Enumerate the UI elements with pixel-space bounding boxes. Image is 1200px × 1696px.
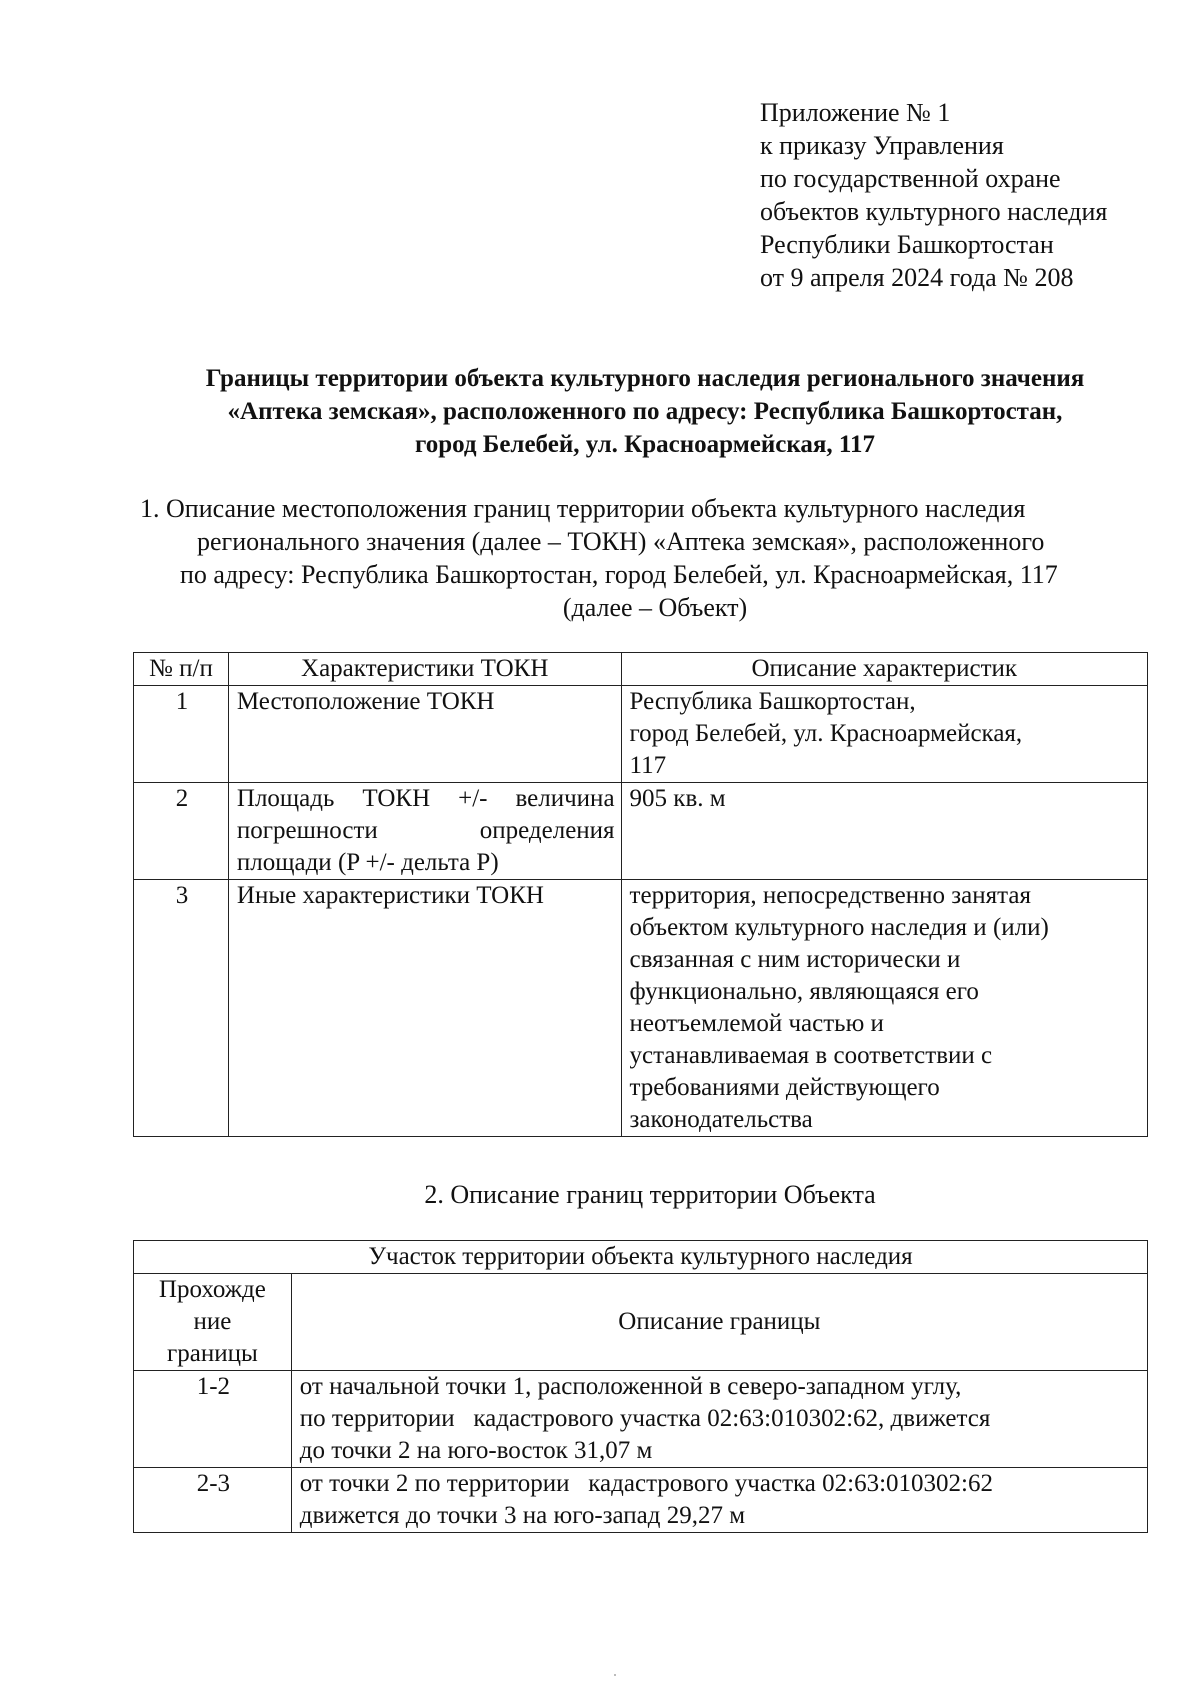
cell-line: город Белебей, ул. Красноармейская, xyxy=(629,720,1023,747)
row-number: 2 xyxy=(134,783,229,880)
section-2-heading: 2. Описание границ территории Объекта xyxy=(424,1180,876,1209)
row-description xyxy=(621,686,1147,783)
row-pass: 1-2 xyxy=(134,1371,292,1468)
section-1-line: 1. Описание местоположения границ территории объекта культурного наследия xyxy=(140,494,1026,523)
header-line: ние xyxy=(193,1308,232,1335)
cell-line: территория, непосредственно занятая xyxy=(629,882,1031,909)
header-line: Прохожде xyxy=(158,1276,266,1303)
appendix-line: к приказу Управления xyxy=(760,131,1004,160)
table-row xyxy=(134,783,1148,880)
cell-line: по территории кадастрового участка 02:63:010302:62, движется xyxy=(299,1405,991,1432)
row-description xyxy=(621,880,1147,1137)
table-caption-row xyxy=(134,1241,1148,1274)
cell-line: Площадь ТОКН +/- величина xyxy=(236,785,615,812)
cell-line: требованиями действующего xyxy=(629,1074,940,1101)
cell-line: объектом культурного наследия и (или) xyxy=(629,914,1049,941)
cell-line: до точки 2 на юго-восток 31,07 м xyxy=(299,1437,653,1464)
row-number: 3 xyxy=(134,880,229,1137)
title-line: Границы территории объекта культурного наследия регионального значения xyxy=(205,365,1085,392)
cell-line: Республика Башкортостан, xyxy=(629,688,916,715)
appendix-line: объектов культурного наследия xyxy=(760,197,1108,226)
title-line: город Белебей, ул. Красноармейская, 117 xyxy=(415,431,875,458)
boundary-table xyxy=(133,1240,1148,1533)
header-characteristics: Характеристики ТОКН xyxy=(228,653,621,686)
row-characteristic xyxy=(228,686,621,783)
table-row xyxy=(134,880,1148,1137)
table-header-row xyxy=(134,653,1148,686)
cell-line: 905 кв. м xyxy=(629,785,726,812)
scan-speck xyxy=(614,1674,616,1676)
row-pass: 2-3 xyxy=(134,1468,292,1533)
cell-line: движется до точки 3 на юго-запад 29,27 м xyxy=(299,1502,746,1529)
cell-line: погрешности определения xyxy=(236,817,615,844)
section-1-line: (далее – Объект) xyxy=(562,593,748,622)
header-boundary-description: Описание границы xyxy=(291,1274,1147,1371)
table-header-row xyxy=(134,1274,1148,1371)
appendix-line: Приложение № 1 xyxy=(760,98,951,127)
cell-line: устанавливаемая в соответствии с xyxy=(629,1042,993,1069)
appendix-line: от 9 апреля 2024 года № 208 xyxy=(760,263,1074,292)
appendix-line: по государственной охране xyxy=(760,164,1061,193)
cell-line: от начальной точки 1, расположенной в северо-западном углу, xyxy=(299,1373,962,1400)
table-row xyxy=(134,1468,1148,1533)
cell-line: от точки 2 по территории кадастрового участка 02:63:010302:62 xyxy=(299,1470,993,1497)
cell-line: 117 xyxy=(629,752,667,779)
section-1-line: по адресу: Республика Башкортостан, город Белебей, ул. Красноармейская, 117 xyxy=(180,560,1058,589)
cell-line: законодательства xyxy=(629,1106,813,1133)
row-characteristic xyxy=(228,880,621,1137)
header-description: Описание характеристик xyxy=(621,653,1147,686)
appendix-block xyxy=(760,96,1107,294)
table-row xyxy=(134,1371,1148,1468)
header-line: границы xyxy=(166,1340,258,1367)
appendix-line: Республики Башкортостан xyxy=(760,230,1054,259)
cell-line: функционально, являющаяся его xyxy=(629,978,979,1005)
table-caption: Участок территории объекта культурного наследия xyxy=(134,1241,1148,1274)
row-characteristic xyxy=(228,783,621,880)
row-number: 1 xyxy=(134,686,229,783)
section-1-heading xyxy=(140,492,1170,624)
section-1-line: регионального значения (далее – ТОКН) «Аптека земская», расположенного xyxy=(197,527,1045,556)
cell-line: Местоположение ТОКН xyxy=(236,688,495,715)
row-description xyxy=(291,1468,1147,1533)
header-number: № п/п xyxy=(134,653,229,686)
title-line: «Аптека земская», расположенного по адресу: Республика Башкортостан, xyxy=(227,398,1063,425)
document-title xyxy=(120,362,1170,461)
cell-line: площади (P +/- дельта P) xyxy=(236,849,499,876)
cell-line: Иные характеристики ТОКН xyxy=(236,882,544,909)
header-boundary-pass xyxy=(134,1274,292,1371)
row-description xyxy=(621,783,1147,880)
cell-line: неотъемлемой частью и xyxy=(629,1010,884,1037)
table-row xyxy=(134,686,1148,783)
cell-line: связанная с ним исторически и xyxy=(629,946,961,973)
row-description xyxy=(291,1371,1147,1468)
characteristics-table xyxy=(133,652,1148,1137)
